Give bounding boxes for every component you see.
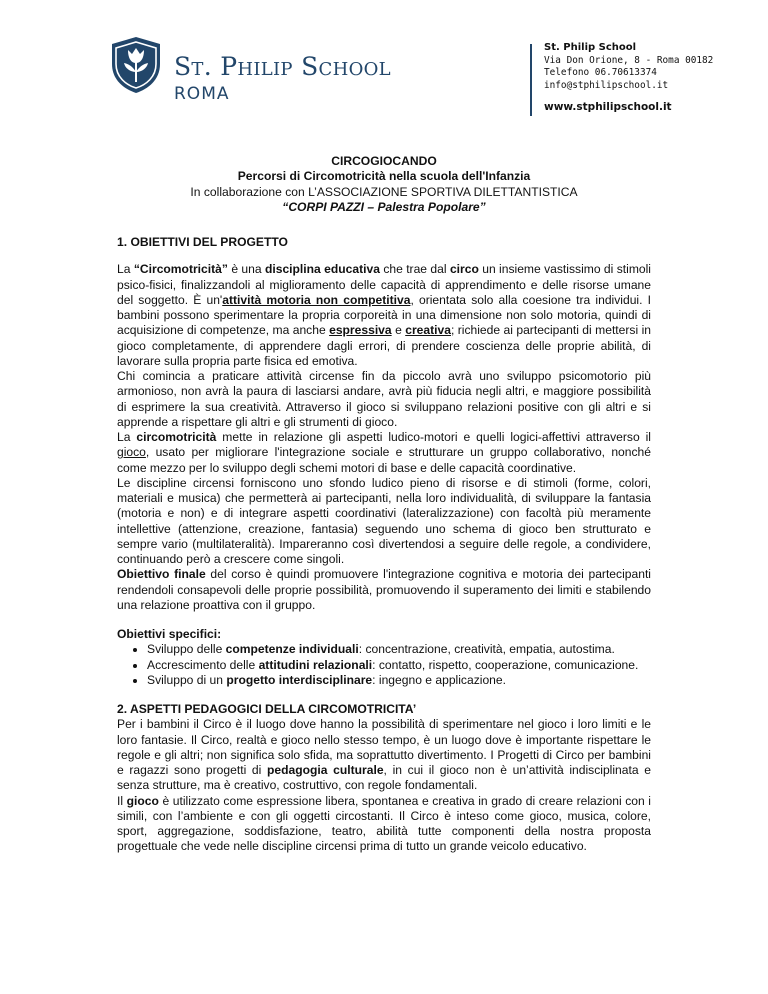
section-1-paragraph-4: Le discipline circensi forniscono uno sfondo ludico pieno di risorse e di stimoli (forme, colori, materiali e musica) che permetterà ai partecipanti, nella loro individualità, di sviluppare la fantasia (motoria e non) e di integrare aspetti coordinativi (lateralizzazione) con facoltà più meramente intellettive (attenzione, creazione, fantasia) seguendo uno schema di gioco ben strutturato e sempre vario (multilateralità). Impareranno così divertendosi a seguire delle regole, a condividere, continuando però a crescere come singoli. xyxy=(117,475,651,567)
section-1-paragraph-1: La “Circomotricità” è una disciplina educativa che trae dal circo un insieme vastissimo di stimoli psico-fisici, finalizzandoli al miglioramento delle capacità di apprendimento e delle risorse umane del soggetto. È un'attività motoria non competitiva, orientata solo alla coesione tra individui. I bambini possono sperimentare la propria corporeità in una dimensione non solo motoria, quindi di acquisizione di competenze, ma anche espressiva e creativa; richiede ai partecipanti di mettersi in gioco completamente, di apprendere dagli errori, di prendere coscienza delle proprie abilità, di lavorare sulla propria parte fisica ed emotiva. xyxy=(117,262,651,368)
list-item: • Accrescimento delle attitudini relazionali: contatto, rispetto, cooperazione, comunicazione. xyxy=(147,658,651,673)
list-item: • Sviluppo delle competenze individuali: concentrazione, creatività, empatia, autostima. xyxy=(147,642,651,657)
document-body xyxy=(117,154,651,855)
school-name: St. Philip School xyxy=(174,52,391,81)
title-line-2: Percorsi di Circomotricità nella scuola dell'Infanzia xyxy=(237,169,531,184)
contact-block xyxy=(544,42,713,114)
section-1-paragraph-2: Chi comincia a praticare attività circense fin da piccolo avrà uno sviluppo psicomotorio più armonioso, non avrà la paura di lasciarsi andare, avrà più fiducia negli altri, e maggiore possibilità di esprimere la sua creatività. Attraverso il gioco si sviluppano relazioni positive con gli altri e si apprende a rispettare gli altri e gli strumenti di gioco. xyxy=(117,369,651,429)
section-2-paragraph-1: Per i bambini il Circo è il luogo dove hanno la possibilità di sperimentare nel gioco i loro limiti e le loro fantasie. Il Circo, realtà e gioco nello stesso tempo, è un luogo dove è importante rispettare le regole e gli altri; non significa solo sfida, ma soprattutto divertimento. I Progetti di Circo per bambini e ragazzi sono progetti di pedagogia culturale, in cui il gioco non è un’attività indisciplinata e senza strutture, ma è creativo, costruttivo, con regole fondamentali. xyxy=(117,717,651,793)
list-item: • Sviluppo di un progetto interdisciplinare: ingegno e applicazione. xyxy=(147,673,651,688)
section-2-heading: 2. ASPETTI PEDAGOGICI DELLA CIRCOMOTRICITA’ xyxy=(117,702,417,717)
section-1-heading: 1. OBIETTIVI DEL PROGETTO xyxy=(117,235,288,250)
school-city: ROMA xyxy=(174,84,230,104)
specific-objectives-list xyxy=(117,642,651,688)
section-1-paragraph-5: Obiettivo finale del corso è quindi promuovere l'integrazione cognitiva e motoria dei partecipanti rendendoli consapevoli delle proprie possibilità, promuovendo il superamento dei limiti e stabilendo una relazione proattiva con il gruppo. xyxy=(117,567,651,612)
title-line-3: In collaborazione con L’ASSOCIAZIONE SPORTIVA DILETTANTISTICA xyxy=(190,184,578,199)
contact-address: Via Don Orione, 8 - Roma 00182 xyxy=(544,54,714,66)
title-line-4: “CORPI PAZZI – Palestra Popolare” xyxy=(282,199,486,214)
shield-tulip-icon xyxy=(110,36,162,94)
section-1-paragraph-3: La circomotricità mette in relazione gli aspetti ludico-motori e quelli logici-affettivi attraverso il gioco, usato per migliorare l'integrazione sociale e strutturare un gruppo collaborativo, nonché come mezzo per lo sviluppo degli schemi motori di base e delle capacità coordinative. xyxy=(117,430,651,475)
specific-objectives-heading: Obiettivi specifici: xyxy=(117,627,222,642)
section-2-paragraph-2: Il gioco è utilizzato come espressione libera, spontanea e creativa in grado di creare relazioni con i simili, con l’ambiente e con gli oggetti circostanti. Il Circo è inteso come gioco, musica, colore, sport, aggregazione, soddisfazione, teatro, abilità tutte componenti della nostra proposta progettuale che vede nelle discipline circensi prima di tutto un grande veicolo educativo. xyxy=(117,793,651,854)
contact-name: St. Philip School xyxy=(544,42,637,53)
title-line-1: CIRCOGIOCANDO xyxy=(331,154,437,168)
letterhead xyxy=(0,0,768,130)
document-title xyxy=(117,154,651,215)
header-divider xyxy=(530,44,532,116)
contact-email: info@stphilipschool.it xyxy=(544,79,669,91)
contact-website: www.stphilipschool.it xyxy=(544,101,672,113)
contact-phone: Telefono 06.70613374 xyxy=(544,67,657,78)
